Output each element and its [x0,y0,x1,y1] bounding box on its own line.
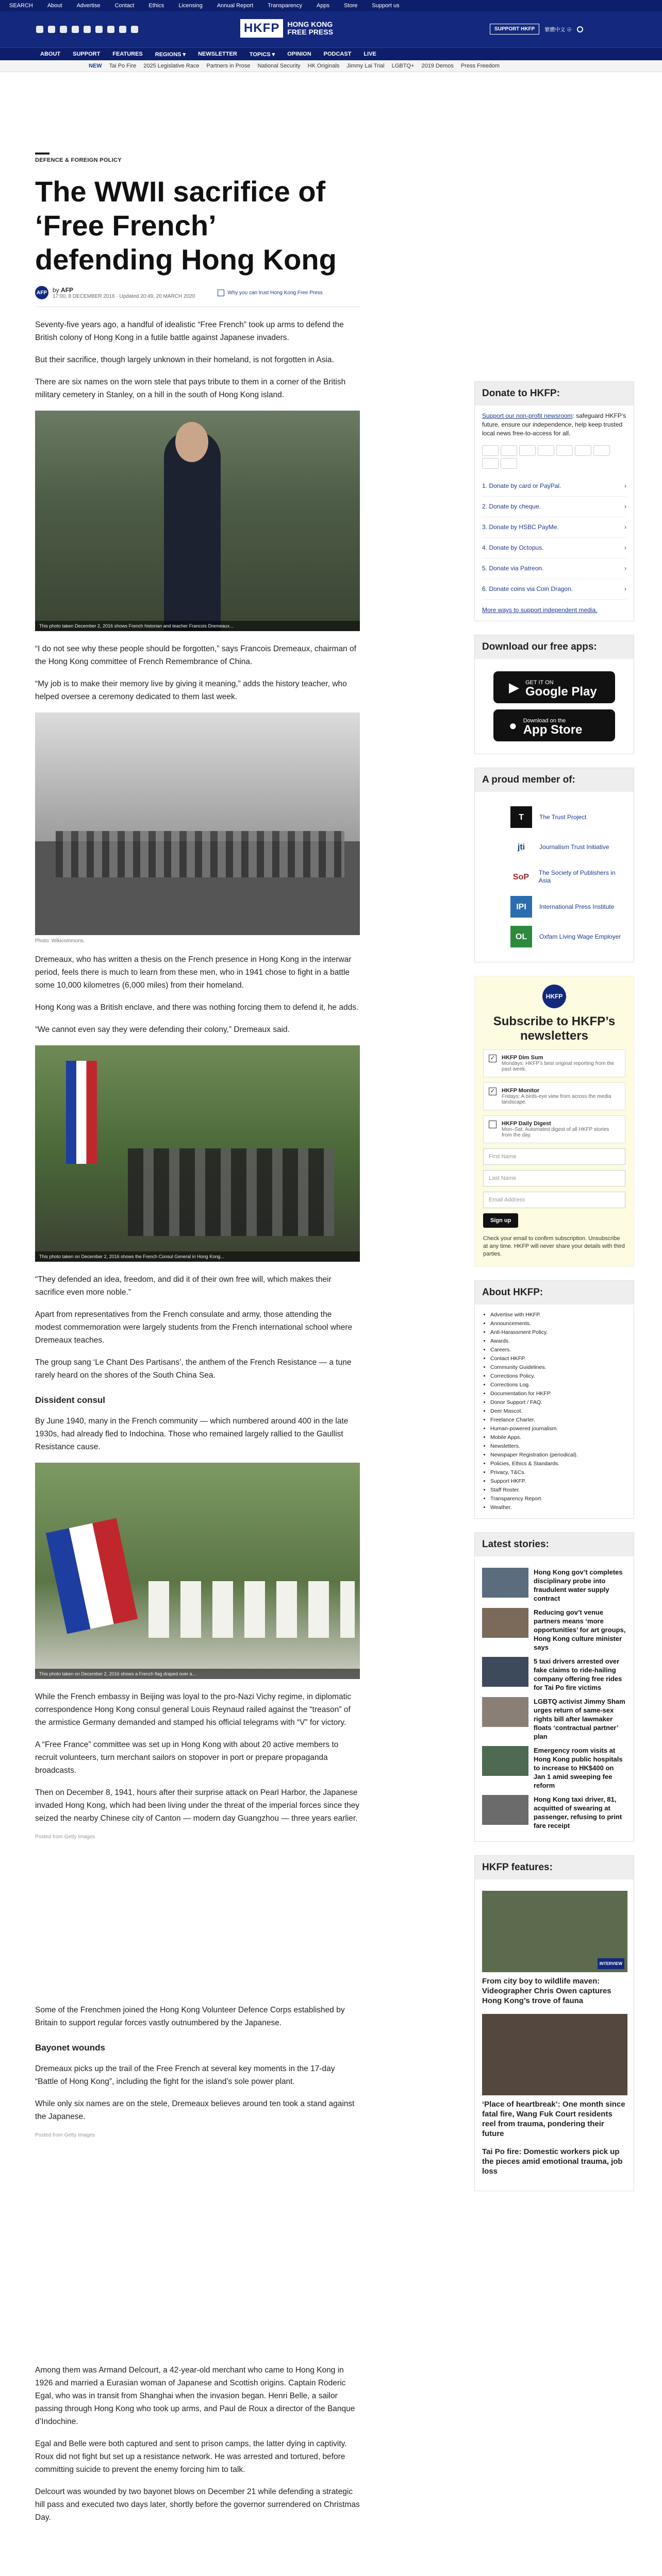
nav-live[interactable]: LIVE [363,51,376,57]
about-title: About HKFP: [475,1281,634,1304]
about-link[interactable]: • Advertise with HKFP. [490,1311,626,1319]
news-item[interactable] [482,1697,626,1741]
member-org[interactable] [510,896,626,918]
topbar-transparency[interactable]: Transparency [268,3,302,9]
photo-flag-draped [46,1518,138,1634]
about-link[interactable]: • Transparency Report. [490,1495,626,1503]
google-pay-icon [575,445,591,456]
newsletter-box [474,976,634,1267]
photo-gravestones [148,1581,355,1638]
nav-support[interactable]: SUPPORT [73,51,101,57]
topbar-search[interactable]: SEARCH [9,3,33,9]
paragraph: By June 1940, many in the French community — which numbered around 400 in the late 1930s, had already fled to Indochina. Those who remained largely rallied to the Gaullist Resistance cause. [35,1417,349,1451]
sidebar [474,381,634,2191]
payme-icon [593,445,610,456]
publish-date: 17:00, 8 DECEMBER 2016 · Updated 20:49, 20 MARCH 2020 [53,293,195,299]
app-store-small: Download on the [523,718,566,724]
article [35,157,360,2533]
arrow-right-icon: › [624,544,626,551]
member-org[interactable] [510,926,626,947]
patreon-icon [501,458,517,469]
donate-option-label: 3. Donate by HSBC PayMe. [482,523,559,531]
instagram-icon[interactable] [60,26,67,33]
features-title: HKFP features: [475,1856,634,1879]
newsletter-name: HKFP Monitor [502,1088,540,1094]
topbar-annual-report[interactable]: Annual Report [217,3,254,9]
news-item[interactable] [482,1568,626,1603]
paragraph: Delcourt was wounded by two bayonet blows on December 21 while defending a strategic hill pass and executed two days later, shortly before the governor surrendered on Christmas Day. [35,2487,360,2522]
member-org[interactable] [510,806,626,828]
donate-link[interactable]: Support our non-profit newsroom [482,412,573,419]
main-nav [0,47,662,60]
linkedin-icon[interactable] [84,26,91,33]
visa-icon [501,445,517,456]
tag-link[interactable]: Jimmy Lai Trial [346,63,385,69]
donate-option-label: 4. Donate by Octopus. [482,544,544,551]
news-headline: Reducing gov’t venue partners means ‘more opportunities’ for art groups, Hong Kong culture minister says [534,1608,626,1651]
donate-options [482,476,626,600]
photo-subject-head [175,422,208,462]
feature-headline: ‘Place of heartbreak’: One month since fatal fire, Wang Fuk Court residents reel from trauma, pondering their future [482,2100,625,2138]
about-link[interactable]: • Policies, Ethics & Standards. [490,1460,626,1468]
about-link[interactable]: • Donor Support / FAQ. [490,1398,626,1407]
photo-people [128,1148,334,1236]
members-box [474,768,634,962]
arrow-right-icon: › [624,585,626,592]
feature-image [482,1891,627,1972]
donate-option[interactable] [482,538,626,558]
paypal-icon [538,445,554,456]
topbar-contact[interactable]: Contact [114,3,135,9]
amex-icon [519,445,536,456]
byline [35,286,360,299]
shield-icon [218,290,224,296]
sopa-logo: SoP [512,872,529,882]
news-headline: Hong Kong taxi driver, 81, acquitted of swearing at passenger, refusing to print fare receipt [534,1795,622,1829]
donate-option[interactable] [482,558,626,579]
paragraph: Apart from representatives from the French consulate and army, those attending the modest commemoration were largely students from the French international school where Dremeaux teaches. [35,1310,353,1345]
paragraph: Egal and Belle were both captured and sent to prison camps, the latter dying in captivity. Roux did not fight but set up a resistance network. He was arrested and tortured, before committing suicide to prevent the enemy forcing him to talk. [35,2439,347,2474]
donate-option-label: 5. Donate via Patreon. [482,565,544,572]
category-rule [35,152,49,155]
news-thumb [482,1746,528,1776]
member-org[interactable] [510,836,626,858]
news-item[interactable] [482,1795,626,1830]
about-link[interactable]: • Privacy, T&Cs. [490,1468,626,1477]
paragraph: Some of the Frenchmen joined the Hong Kong Volunteer Defence Corps established by Britain to support regular forces vastly outnumbered by the Japanese. [35,2006,345,2027]
feature-headline: Tai Po fire: Domestic workers pick up the pieces amid emotional trauma, job loss [482,2147,623,2176]
feature-item[interactable] [482,1891,626,2006]
donate-text: : safeguard HKFP’s future, ensure our independence, help keep trusted local news free-to-access for all. [482,412,626,437]
newsletter-title: Subscribe to HKFP’s newsletters [493,1014,616,1043]
paragraph: Hong Kong was a British enclave, and there was nothing forcing them to defend it, he adds. [35,1003,359,1012]
latest-title: Latest stories: [475,1533,634,1556]
topbar-advertise[interactable]: Advertise [76,3,101,9]
feature-tag: INTERVIEW [598,1958,624,1969]
top-bar [0,0,662,11]
apps-title: Download our free apps: [475,635,634,659]
octopus-icon [482,458,499,469]
member-name: Oxfam Living Wage Employer [539,933,621,940]
about-link[interactable]: • Corrections Log. [490,1381,626,1389]
article-category[interactable]: DEFENCE & FOREIGN POLICY [35,157,122,163]
donate-option-label: 6. Donate coins via Coin Dragon. [482,585,573,592]
social-icons [36,26,138,33]
tag-link[interactable]: LGBTQ+ [391,63,415,69]
members-title: A proud member of: [475,768,634,792]
paragraph: “My job is to make their memory live by giving it meaning,” adds the history teacher, who helped oversee a ceremony dedicated to them last week. [35,680,347,701]
last-name-field[interactable]: Last Name [483,1170,625,1187]
about-link[interactable]: • Anti-Harassment Policy. [490,1328,626,1337]
app-store-label: App Store [523,723,583,737]
news-thumb [482,1657,528,1687]
donate-box [474,381,634,621]
more-ways-link[interactable]: More ways to support independent media. [482,606,598,614]
embed-placeholder: Posted from Getty Images [35,2132,95,2138]
facebook-icon[interactable] [36,26,43,33]
about-link[interactable]: • Contact HKFP. [490,1354,626,1363]
byline-prefix: by [53,286,59,294]
latest-box [474,1532,634,1842]
signup-button[interactable]: Sign up [483,1213,518,1228]
apple-icon: ● [509,717,517,733]
news-headline: Hong Kong gov’t completes disciplinary probe into fraudulent water supply contract [534,1568,623,1602]
hkfp-badge: HKFP [542,985,566,1008]
tag-link[interactable]: 2019 Demos [421,63,454,69]
topbar-ethics[interactable]: Ethics [148,3,164,9]
newsletter-name: HKFP Dim Sum [502,1055,543,1061]
nav-regions[interactable]: REGIONS ▾ [155,51,186,58]
apps-box [474,635,634,754]
topbar-support[interactable]: Support us [372,3,400,9]
newsletter-desc: Mon–Sat: Automated digest of all HKFP stories from the day. [502,1127,609,1138]
about-link[interactable]: • Community Guidelines. [490,1363,626,1372]
about-link[interactable]: • Weather. [490,1503,626,1512]
nav-newsletter[interactable]: NEWSLETTER [198,51,237,57]
about-link[interactable]: • Corrections Policy. [490,1372,626,1381]
about-link[interactable]: • Newspaper Registration (periodical). [490,1451,626,1460]
logo-line-2: FREE PRESS [287,28,334,36]
donate-option[interactable] [482,497,626,517]
donate-option[interactable] [482,579,626,600]
email-icon[interactable] [107,26,114,33]
telegram-icon[interactable] [119,26,126,33]
trust-link-label: Why you can trust Hong Kong Free Press [227,290,323,296]
newsletter-fineprint: Check your email to confirm subscription. Unsubscribe at any time. HKFP will never share your details with third parties. [483,1235,625,1257]
jti-logo: jti [517,842,525,852]
feature-image [482,2014,627,2095]
nav-about[interactable]: ABOUT [40,51,61,57]
nav-podcast[interactable]: PODCAST [323,51,352,57]
youtube-icon[interactable] [95,26,103,33]
feature-headline: From city boy to wildlife maven: Videographer Chris Owen captures Hong Kong’s trove of fauna [482,1977,611,2005]
about-link[interactable]: • Awards. [490,1337,626,1346]
site-header [0,11,662,47]
news-headline: 5 taxi drivers arrested over fake claims to ride-hailing company offering free rides for Tai Po fire victims [534,1657,622,1691]
news-thumb [482,1608,528,1638]
donate-option-label: 1. Donate by card or PayPal. [482,482,561,489]
arrow-right-icon: › [624,482,626,489]
paragraph: Among them was Armand Delcourt, a 42-year-old merchant who came to Hong Kong in 1926 and married a Eurasian woman of Japanese and Scottish origins. Captain Roderic Egal, who was in transit from Shanghai when the invasion began. Henri Belle, a sailor passing through Hong Kong who took up arms, and Paul de Roux a director of the Banque d’Indochine. [35,2366,355,2426]
about-list [482,1311,626,1512]
member-name: Journalism Trust Initiative [539,843,609,851]
donate-option-label: 2. Donate by cheque. [482,503,541,510]
donate-option[interactable] [482,517,626,538]
paragraph: But their sacrifice, though largely unknown in their homeland, is not forgotten in Asia. [35,355,334,364]
logo-text [287,21,333,36]
news-item[interactable] [482,1608,626,1652]
paragraph: While the French embassy in Beijing was loyal to the pro-Nazi Vichy regime, in diplomatic correspondence Hong Kong consul general Louis Reynaud railed against the “treason” of the armistice Germany demanded and stamped his official telegrams with “V” for victory. [35,1692,352,1727]
feature-item[interactable] [482,2014,626,2139]
google-play-small: GET IT ON [525,680,554,686]
search-icon[interactable] [577,26,583,32]
news-headline: Emergency room visits at Hong Kong public hospitals to increase to HK$400 on Jan 1 amid sweeping fee reform [534,1747,623,1789]
newsletter-option[interactable] [483,1049,625,1077]
newsletter-name: HKFP Daily Digest [502,1121,551,1127]
x-icon[interactable] [48,26,55,33]
about-link[interactable]: • Documentation for HKFP. [490,1389,626,1398]
nav-features[interactable]: FEATURES [112,51,143,57]
checkbox[interactable] [489,1121,496,1128]
about-link[interactable]: • Careers. [490,1346,626,1354]
google-play-icon: ▶ [509,679,519,695]
nav-opinion[interactable]: OPINION [287,51,311,57]
google-play-button[interactable] [493,671,615,703]
checkbox[interactable]: ✓ [489,1055,496,1062]
first-name-field[interactable]: First Name [483,1148,625,1165]
news-headline: LGBTQ activist Jimmy Sham urges return of same-sex rights bill after lawmaker floats ‘contractual partner’ plan [534,1698,625,1740]
news-item[interactable] [482,1746,626,1790]
article-photo-2 [35,713,360,935]
topbar-about[interactable]: About [47,3,62,9]
logo-line-1: HONG KONG [287,20,333,28]
paragraph: Dremeaux picks up the trail of the Free French at several key moments in the 17-day “Battle of Hong Kong”, including the fight for the island’s sole power plant. [35,2064,335,2086]
article-photo-4 [35,1463,360,1679]
section-heading: Bayonet wounds [35,2043,106,2053]
topbar-apps[interactable]: Apps [317,3,330,9]
section-heading: Dissident consul [35,1395,106,1405]
email-field[interactable]: Email Address [483,1192,625,1208]
feature-item[interactable] [482,2147,626,2176]
paragraph: The group sang ‘Le Chant Des Partisans’, the anthem of the French Resistance — a tune rarely heard on the shores of the South China Sea. [35,1358,352,1380]
member-name: The Society of Publishers in Asia [538,869,616,884]
photo-credit: Photo: Wikicommons. [35,938,85,944]
apple-pay-icon [556,445,573,456]
about-link[interactable]: • Announcements. [490,1319,626,1328]
paragraph: Dremeaux, who has written a thesis on the French presence in Hong Kong in the interwar period, feels there is much to learn from these men, who in 1941 chose to fight in a battle some 10,000 kilometres (6,000 miles) from their homeland. [35,955,352,990]
newsletter-option[interactable] [483,1082,625,1110]
news-item[interactable] [482,1657,626,1692]
arrow-right-icon: › [624,503,626,510]
paragraph: “I do not see why these people should be forgotten,” says Francois Dremeaux, chairman of the Hong Kong committee of French Remembrance of China. [35,645,356,666]
article-photo-3 [35,1045,360,1262]
ipi-logo: IPI [510,896,532,918]
features-box [474,1855,634,2191]
paragraph: While only six names are on the stele, Dremeaux believes around ten took a stand against the Japanese. [35,2099,355,2121]
tag-link[interactable]: Press Freedom [460,63,500,69]
author-name[interactable]: AFP [61,286,74,294]
logo-box: HKFP [240,19,283,38]
about-link[interactable]: • Newsletters. [490,1442,626,1451]
news-thumb [482,1568,528,1598]
topbar-licensing[interactable]: Licensing [178,3,203,9]
paragraph: “We cannot even say they were defending their colony,” Dremeaux said. [35,1025,290,1034]
paragraph: “They defended an idea, freedom, and did it of their own free will, which makes their sacrifice even more noble.” [35,1275,332,1297]
paragraph: Then on December 8, 1941, hours after their surprise attack on Pearl Harbor, the Japanese invaded Hong Kong, which had been living under the threat of the imperial forces since they seized the nearby Chinese city of Canton — modern day Guangzhou — three years earlier. [35,1788,359,1823]
photo-caption: This photo taken on December 2, 2016 shows the French Consul General in Hong Kong... [35,1251,360,1262]
photo-caption: This photo taken December 2, 2016 shows French historian and teacher Francois Dremeaux... [35,621,360,631]
trending-tags [0,60,662,72]
trust-project-logo: T [510,806,532,828]
about-link[interactable]: • Mobile Apps. [490,1433,626,1442]
article-title: The WWII sacrifice of ‘Free French’ defending Hong Kong [35,175,337,276]
bluesky-icon[interactable] [131,26,138,33]
news-thumb [482,1795,528,1825]
newsletter-option[interactable] [483,1115,625,1143]
member-org[interactable] [510,866,626,888]
about-box [474,1280,634,1519]
member-name: International Press Institute [539,903,615,910]
photo-troops [56,831,344,877]
nav-topics[interactable]: TOPICS ▾ [249,51,275,58]
mastercard-icon [482,445,499,456]
embed-space [35,2147,360,2364]
about-link[interactable]: • Support HKFP. [490,1477,626,1486]
google-play-label: Google Play [525,685,597,699]
news-thumb [482,1697,528,1727]
about-link[interactable]: • Staff Roster. [490,1486,626,1495]
embed-space [35,1849,360,2004]
oxfam-logo: OL [510,926,532,947]
app-store-button[interactable] [493,709,615,741]
arrow-right-icon: › [624,523,626,531]
about-link[interactable]: • Deer Mascot. [490,1407,626,1416]
trust-link[interactable] [218,290,323,296]
photo-flags [66,1061,97,1164]
donate-option[interactable] [482,476,626,497]
paragraph: Seventy-five years ago, a handful of idealistic “Free French” took up arms to defend the British colony of Hong Kong in a futile battle against Japanese invaders. [35,320,344,342]
member-name: The Trust Project [539,813,587,821]
tag-link[interactable]: HK Originals [307,63,340,69]
newsletter-desc: Mondays: HKFP’s best original reporting from the past week. [502,1061,615,1072]
tag-link[interactable]: National Security [257,63,301,69]
photo-caption: This photo taken on December 2, 2016 shows a French flag draped over a... [35,1669,360,1679]
paragraph: There are six names on the worn stele that pays tribute to them in a corner of the British military cemetery in Stanley, on a hill in the south of Hong Kong island. [35,378,346,399]
tag-link[interactable]: Tai Po Fire [109,63,137,69]
payment-icons [482,445,626,469]
new-badge: NEW [89,63,102,69]
article-photo-1 [35,411,360,631]
paragraph: A “Free France” committee was set up in Hong Kong with about 20 active members to recruit volunteers, turn merchant sailors on stopover in port or prepare propaganda broadcasts. [35,1740,339,1775]
donate-title: Donate to HKFP: [475,382,634,405]
tag-link[interactable]: 2025 Legislative Race [143,63,200,69]
language-switch[interactable]: 繁體中文 ⊕ [544,27,572,33]
support-hkfp-button[interactable]: SUPPORT HKFP [490,24,539,35]
arrow-right-icon: › [624,565,626,572]
tag-link[interactable]: Partners in Prose [206,63,251,69]
newsletter-desc: Fridays: A birds-eye view from across the media landscape. [502,1094,611,1105]
embed-placeholder: Posted from Getty Images [35,1834,95,1840]
site-logo[interactable] [240,19,333,38]
checkbox[interactable]: ✓ [489,1088,496,1095]
threads-icon[interactable] [72,26,79,33]
author-avatar: AFP [35,286,48,299]
about-link[interactable]: • Freelance Charter. [490,1416,626,1425]
topbar-store[interactable]: Store [344,3,358,9]
about-link[interactable]: • Human-powered journalism. [490,1425,626,1433]
